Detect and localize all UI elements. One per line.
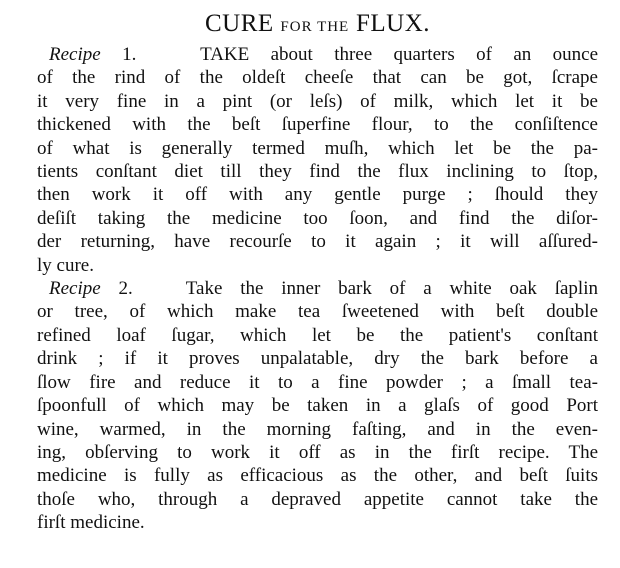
recipe-2-line-1 (37, 277, 598, 300)
recipe-1-line-3: it very fine in a pint (or leſs) of milk, which let it be (37, 90, 598, 112)
recipe-1-line-10: ly cure. (37, 254, 94, 276)
recipe-2-line-11: firſt medicine. (37, 512, 145, 534)
recipe-1-line-2: of the rind of the oldeſt cheeſe that can be got, ſcrape (37, 67, 598, 89)
recipe-2-line-6: ſpoonfull of which may be taken in a glaſs of good Port (37, 395, 598, 417)
recipe-1-text: TAKE about three quarters of an ounce (200, 44, 598, 65)
recipe-2-label: Recipe (49, 278, 101, 300)
recipe-1-line-1 (37, 43, 598, 66)
page-title (37, 10, 598, 41)
recipe-2-line-10: thoſe who, through a depraved appetite cannot take the (37, 488, 598, 510)
recipe-1-number: 1. (122, 44, 137, 65)
recipe-1-label: Recipe (49, 44, 101, 65)
title-main-start: CURE (204, 10, 274, 37)
recipe-2-text: Take the inner bark of a white oak ſaplin (185, 278, 598, 300)
recipe-1-line-8: deſiſt taking the medicine too ſoon, and find the diſor- (37, 207, 598, 229)
recipe-2-line-4: drink ; if it proves unpalatable, dry the bark before a (37, 348, 598, 370)
title-small-caps: FOR THE (280, 19, 350, 35)
recipe-2-line-3: refined loaf ſugar, which let be the patient's conſtant (37, 324, 598, 346)
recipe-2-number: 2. (118, 278, 133, 300)
recipe-1-line-4: thickened with the beſt ſuperfine flour, to the conſiſtence (37, 114, 598, 136)
recipe-1-line-9: der returning, have recourſe to it again ; it will aſſured- (37, 231, 598, 253)
recipe-2 (37, 277, 598, 534)
recipe-2-line-2: or tree, of which make tea ſweetened with beſt double (37, 301, 598, 323)
recipe-2-line-5: ſlow fire and reduce it to a fine powder ; a ſmall tea- (37, 371, 598, 393)
recipe-1 (37, 43, 598, 277)
recipe-1-line-6: tients conſtant diet till they find the flux inclining to ſtop, (37, 161, 598, 183)
recipe-1-line-7: then work it off with any gentle purge ; ſhould they (37, 184, 598, 206)
recipe-2-line-8: ing, obſerving to work it off as in the firſt recipe. The (37, 441, 598, 463)
recipe-2-line-9: medicine is fully as efficacious as the other, and beſt ſuits (37, 465, 598, 487)
recipe-2-line-7: wine, warmed, in the morning faſting, and in the even- (37, 418, 598, 440)
recipe-1-line-5: of what is generally termed muſh, which let be the pa- (37, 137, 598, 159)
title-main-end: FLUX. (355, 10, 431, 37)
